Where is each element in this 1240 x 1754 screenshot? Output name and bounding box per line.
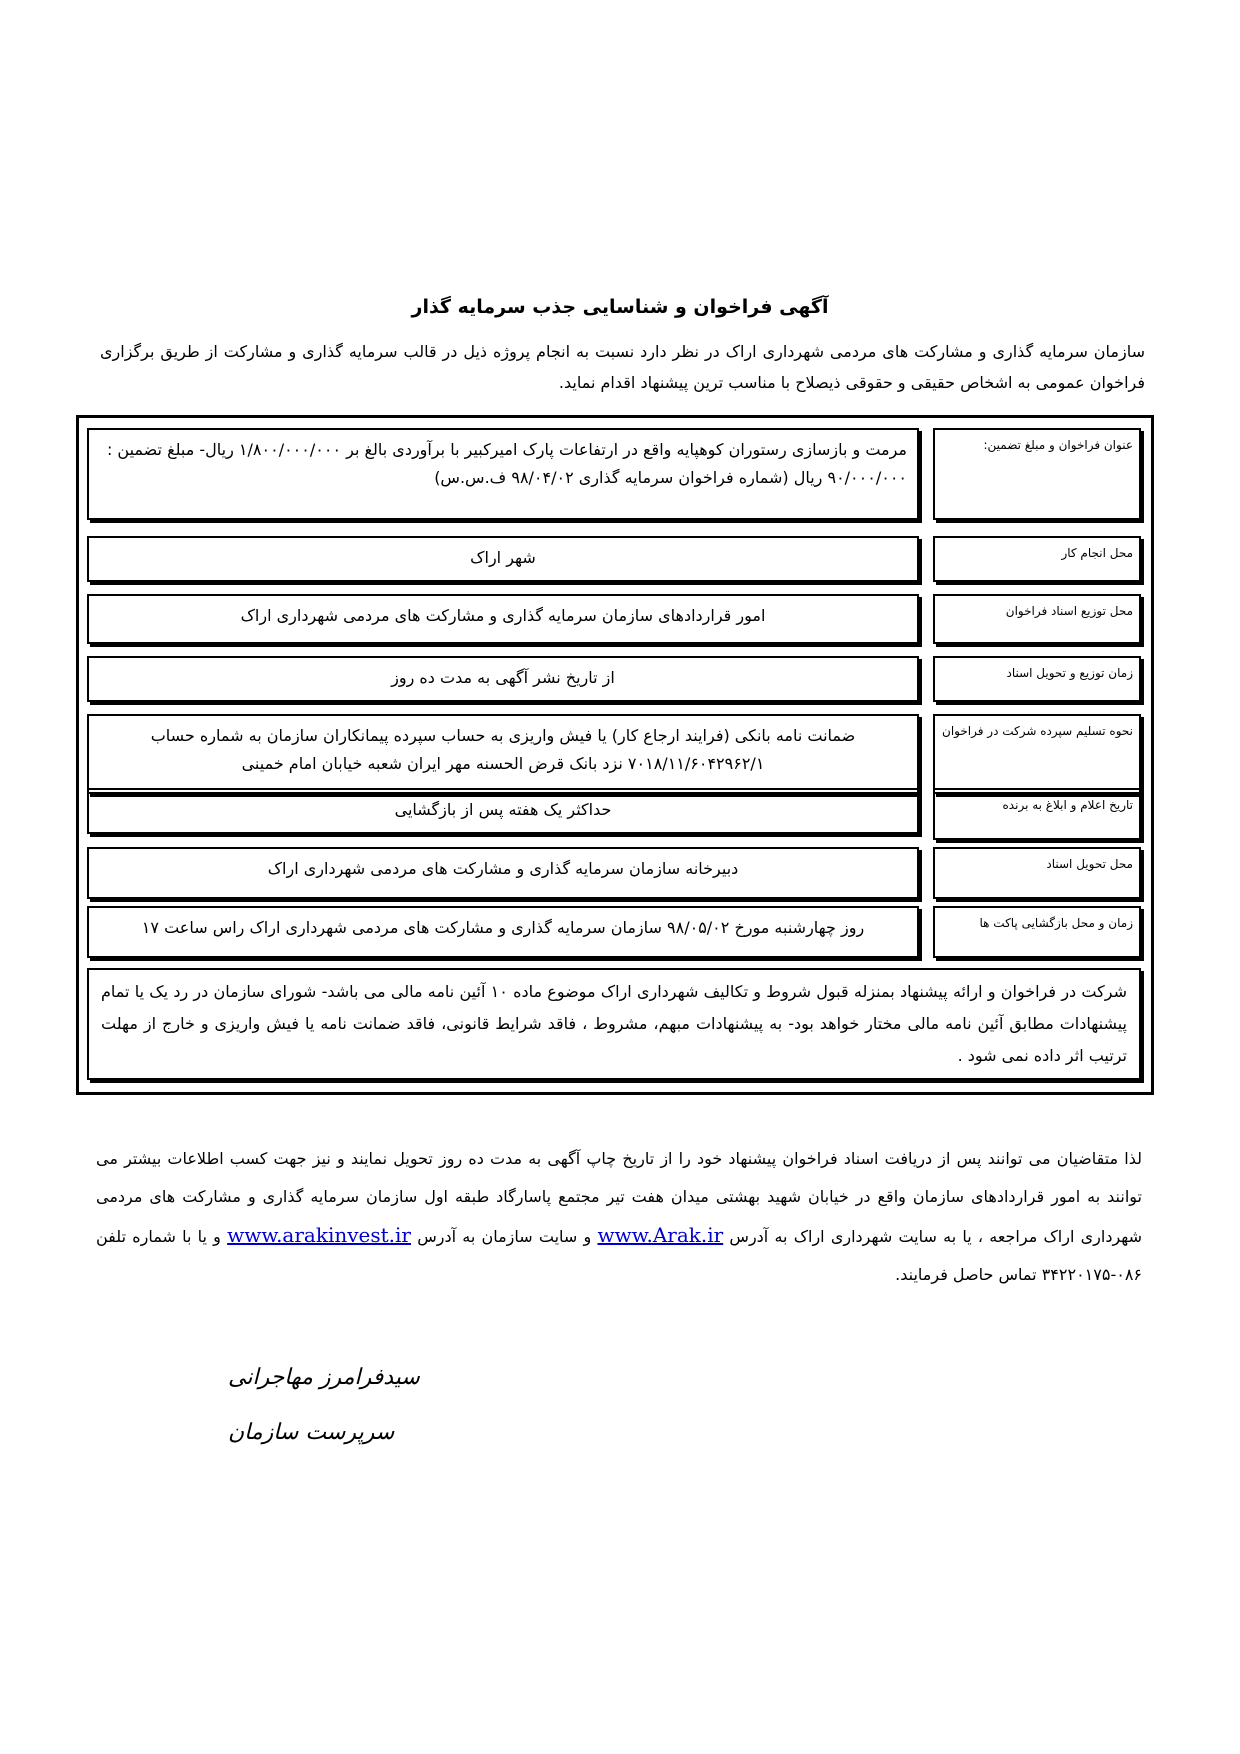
row-label-work-location: محل انجام کار <box>933 536 1141 582</box>
conditions-note: شرکت در فراخوان و ارائه پیشنهاد بمنزله قبول شروط و تکالیف شهرداری اراک موضوع ماده ۱۰ آئین نامه مالی می باشد- شورای سازمان در رد یک یا تمام پیشنهادات مطابق آئین نامه مالی مختار خواهد بود- به پیشنهادات مبهم، مشروط ، فاقد شرایط قانونی، فاقد ضمانت نامه یا فیش واریزی و خارج از مهلت ترتیب اثر داده نمی شود . <box>87 968 1141 1080</box>
signature-name: سیدفرامرز مهاجرانی <box>228 1365 420 1390</box>
row-value-delivery-place: دبیرخانه سازمان سرمایه گذاری و مشارکت های مردمی شهرداری اراک <box>87 847 919 899</box>
row-value-winner-announcement: حداکثر یک هفته پس از بازگشایی <box>87 788 919 834</box>
footer-text-2: و سایت سازمان به آدرس <box>417 1227 592 1246</box>
row-label-title-guarantee: عنوان فراخوان و مبلغ تضمین: <box>933 428 1141 520</box>
row-label-deposit-method: نحوه تسلیم سپرده شرکت در فراخوان <box>933 714 1141 794</box>
announcement-table <box>76 415 1154 1095</box>
footer-text-1: لذا متقاضیان می توانند پس از دریافت اسناد فراخوان پیشنهاد خود را از تاریخ چاپ آگهی به مدت ده روز تحویل نمایند و نیز جهت کسب اطلاعات بیشتر می توانند به امور قراردادهای سازمان واقع در خیابان شهید بهشتی میدان هفت تیر مجتمع پاسارگاد طبقه اول سازمان سرمایه گذاری و مشارکت های مردمی شهرداری اراک مراجعه ، یا به سایت شهرداری اراک به آدرس <box>96 1149 1143 1246</box>
row-label-winner-announcement: تاریخ اعلام و ابلاغ به برنده <box>933 788 1141 840</box>
arak-website-link[interactable]: www.Arak.ir <box>597 1223 724 1247</box>
row-label-distribution-place: محل توزیع اسناد فراخوان <box>933 594 1141 644</box>
footer-text-3: و یا با شماره تلفن ۰۸۶-۳۴۲۲۰۱۷۵ تماس حاصل فرمایند. <box>96 1227 1142 1284</box>
row-value-work-location: شهر اراک <box>87 536 919 582</box>
page-title: آگهی فراخوان و شناسایی جذب سرمایه گذار <box>411 296 829 318</box>
row-label-opening: زمان و محل بازگشایی پاکت ها <box>933 906 1141 958</box>
row-value-title-guarantee: مرمت و بازسازی رستوران کوهپایه واقع در ارتفاعات پارک امیرکبیر با برآوردی بالغ بر ۱/۸۰۰/۰۰۰/۰۰۰ ریال- مبلغ تضمین : ۹۰/۰۰۰/۰۰۰ ریال (شماره فراخوان سرمایه گذاری ۹۸/۰۴/۰۲ ف.س.س) <box>87 428 919 520</box>
row-value-opening: روز چهارشنبه مورخ ۹۸/۰۵/۰۲ سازمان سرمایه گذاری و مشارکت های مردمی شهرداری اراک راس ساعت ۱۷ <box>87 906 919 958</box>
row-value-distribution-time: از تاریخ نشر آگهی به مدت ده روز <box>87 656 919 702</box>
row-label-delivery-place: محل تحویل اسناد <box>933 847 1141 899</box>
signature-position: سرپرست سازمان <box>228 1420 395 1445</box>
row-label-distribution-time: زمان توزیع و تحویل اسناد <box>933 656 1141 702</box>
row-value-distribution-place: امور قراردادهای سازمان سرمایه گذاری و مشارکت های مردمی شهرداری اراک <box>87 594 919 644</box>
intro-paragraph: سازمان سرمایه گذاری و مشارکت های مردمی شهرداری اراک در نظر دارد نسبت به انجام پروژه ذیل در قالب سرمایه گذاری و مشارکت از طریق برگزاری فراخوان عمومی به اشخاص حقیقی و حقوقی ذیصلاح با مناسب ترین پیشنهاد اقدام نماید. <box>100 342 1145 392</box>
row-value-deposit-method: ضمانت نامه بانکی (فرایند ارجاع کار) یا فیش واریزی به حساب سپرده پیمانکاران سازمان به شماره حساب ۷۰۱۸/۱۱/۶۰۴۲۹۶۲/۱ نزد بانک قرض الحسنه مهر ایران شعبه خیابان امام خمینی <box>87 714 919 794</box>
footer-paragraph <box>96 1140 1142 1294</box>
arakinvest-website-link[interactable]: www.arakinvest.ir <box>227 1223 411 1247</box>
